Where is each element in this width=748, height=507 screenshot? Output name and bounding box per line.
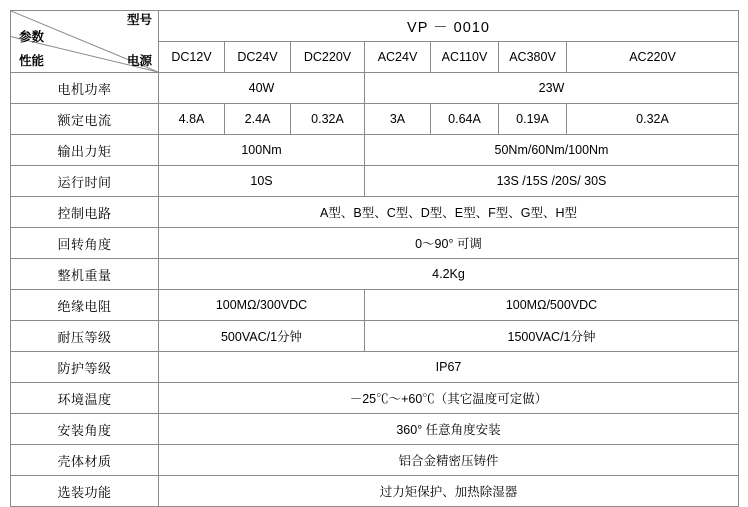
row-value: 0～90° 可调 <box>159 228 739 259</box>
row-value: 1500VAC/1分钟 <box>365 321 739 352</box>
table-row <box>11 73 739 104</box>
row-value: 4.8A <box>159 104 225 135</box>
model-title: VP － 0010 <box>159 11 739 42</box>
voltage-header-7: AC220V <box>567 42 739 73</box>
row-value: 100MΩ/500VDC <box>365 290 739 321</box>
row-label: 绝缘电阻 <box>11 290 159 321</box>
row-value: 100Nm <box>159 135 365 166</box>
row-value: 0.19A <box>499 104 567 135</box>
row-value: 0.32A <box>291 104 365 135</box>
row-label: 安装角度 <box>11 414 159 445</box>
row-label: 选装功能 <box>11 476 159 507</box>
corner-header-cell <box>11 11 159 73</box>
row-value: 4.2Kg <box>159 259 739 290</box>
row-label: 耐压等级 <box>11 321 159 352</box>
voltage-header-2: DC24V <box>225 42 291 73</box>
row-value: 0.32A <box>567 104 739 135</box>
row-label: 回转角度 <box>11 228 159 259</box>
row-value: 500VAC/1分钟 <box>159 321 365 352</box>
row-label: 额定电流 <box>11 104 159 135</box>
table-row <box>11 166 739 197</box>
row-label: 电机功率 <box>11 73 159 104</box>
row-label: 控制电路 <box>11 197 159 228</box>
voltage-header-4: AC24V <box>365 42 431 73</box>
voltage-header-3: DC220V <box>291 42 365 73</box>
voltage-header-6: AC380V <box>499 42 567 73</box>
row-value: 100MΩ/300VDC <box>159 290 365 321</box>
table-row <box>11 476 739 507</box>
row-label: 防护等级 <box>11 352 159 383</box>
specification-table <box>10 10 739 507</box>
table-row <box>11 321 739 352</box>
table-row <box>11 135 739 166</box>
row-value: 2.4A <box>225 104 291 135</box>
table-header-row-title <box>11 11 739 42</box>
row-label: 运行时间 <box>11 166 159 197</box>
row-value: 3A <box>365 104 431 135</box>
row-value: 50Nm/60Nm/100Nm <box>365 135 739 166</box>
row-label: 壳体材质 <box>11 445 159 476</box>
row-value: A型、B型、C型、D型、E型、F型、G型、H型 <box>159 197 739 228</box>
table-row <box>11 290 739 321</box>
corner-param-label: 参数 <box>19 30 45 44</box>
row-label: 环境温度 <box>11 383 159 414</box>
row-value: 0.64A <box>431 104 499 135</box>
table-row <box>11 352 739 383</box>
corner-model-label: 型号 <box>126 13 152 27</box>
table-row <box>11 228 739 259</box>
table-row <box>11 414 739 445</box>
corner-performance-label: 性能 <box>19 54 45 68</box>
row-value: 23W <box>365 73 739 104</box>
table-row <box>11 197 739 228</box>
row-value: 13S /15S /20S/ 30S <box>365 166 739 197</box>
corner-power-label: 电源 <box>126 54 152 69</box>
table-row <box>11 259 739 290</box>
row-value: 360° 任意角度安装 <box>159 414 739 445</box>
voltage-header-5: AC110V <box>431 42 499 73</box>
row-value: 过力矩保护、加热除湿器 <box>159 476 739 507</box>
table-row <box>11 104 739 135</box>
row-label: 整机重量 <box>11 259 159 290</box>
row-label: 输出力矩 <box>11 135 159 166</box>
voltage-header-1: DC12V <box>159 42 225 73</box>
row-value: －25℃～+60℃（其它温度可定做） <box>159 383 739 414</box>
row-value: 10S <box>159 166 365 197</box>
row-value: IP67 <box>159 352 739 383</box>
table-row <box>11 445 739 476</box>
row-value: 铝合金精密压铸件 <box>159 445 739 476</box>
table-row <box>11 383 739 414</box>
row-value: 40W <box>159 73 365 104</box>
